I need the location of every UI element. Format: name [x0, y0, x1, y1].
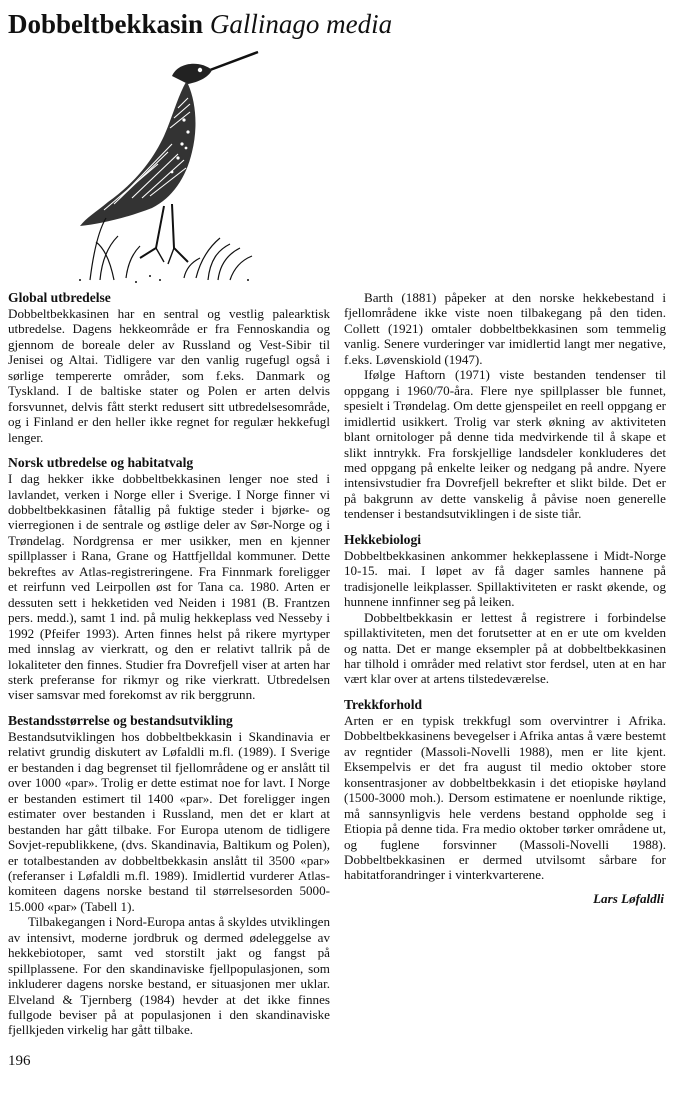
- paragraph: Bestandsutviklingen hos dobbeltbekkasin i Skandinavia er relativt grundig diskutert av Løfaldli m.fl. (1989). I Sverige er bestanden i dag begrenset til fjellområdene og er anslått til over 1000 «par». Trolig er dette estimat noe for lavt. I Norge er bestanden estimert til 1400 «par». Det foreligger ingen estimater over bestanden i Russland, men det er klart at bestanden har gått tilbake. For Europa utenom de tidligere Sovjet-republikkene, (dvs. Skandinavia, Baltikum og Polen), er totalbestanden av dobbeltbekkasin anslått til 3500 «par» (referanser i Løfaldli m.fl. 1989). Imidlertid vurderer Atlas-komiteen dagens norske bestand til størrelsesorden 5000-15.000 «par» (Tabell 1).: [8, 728, 330, 914]
- section-bestand: [8, 713, 330, 1038]
- section-bestand-continued: [344, 290, 666, 522]
- paragraph: Ifølge Haftorn (1971) viste bestanden tendenser til oppgang i 1960/70-åra. Flere nye spillplasser ble funnet, spesielt i Trøndelag. Om dette gjenspeilet en reell oppgang er imidlertid usikkert. Trolig var sterk økning av aktiviteten blant ornitologer på denne tida medvirkende til å skape et slikt inntrykk. Fra forskjellige landsdeler konkluderes det med oppgang på enkelte leiker og nedgang på andre. Nyere intensivstudier fra Dovrefjell bekrefter et slikt bilde. Det er på bakgrunn av dette vanskelig å påvise noen generelle tendenser i bestandsutviklingen i de siste tiår.: [344, 367, 666, 522]
- section-trekk: [344, 697, 666, 883]
- section-global: [8, 290, 330, 445]
- right-column: [344, 290, 666, 906]
- paragraph: Barth (1881) påpeker at den norske hekkebestand i fjellområdene ikke viste noen tilbakegang på den tiden. Collett (1921) omtaler dobbeltbekkasinen som temmelig vanlig. Senere vurderinger var imidlertid langt mer negative, f.eks. Løvenskiold (1947).: [344, 290, 666, 367]
- page-number: 196: [8, 1053, 31, 1069]
- section-heading: Norsk utbredelse og habitatvalg: [8, 455, 194, 471]
- species-latin-name: Gallinago media: [209, 9, 393, 39]
- species-common-name: Dobbeltbekkasin: [8, 9, 204, 39]
- paragraph: Arten er en typisk trekkfugl som overvintrer i Afrika. Dobbeltbekkasinens bevegelser i Afrika antas å være bestemt av regntider (Massoli-Novelli 1988), men er lite kjent. Eksempelvis er det fra august til medio oktober store konsentrasjoner av dobbeltbekkasin i det etiopiske høyland (1500-3000 moh.). Dersom estimatene er noenlunde riktige, må sannsynligvis hele verdens bestand oppholde seg i Etiopia på denne tida. Fra medio oktober tørker områdene ut, og fuglene forsvinner (Massoli-Novelli 1988). Dobbeltbekkasinen er dermed utvilsomt sårbare for habitatforandringer i vinterkvarterene.: [344, 712, 666, 883]
- page-title: [8, 8, 392, 40]
- section-hekkebiologi: [344, 532, 666, 687]
- paragraph: I dag hekker ikke dobbeltbekkasinen lenger noe sted i lavlandet, verken i Norge eller i Sverige. I Norge finner vi dobbeltbekkasinen fåtallig på fuktige steder i bjørke- og vierregionen i de sentrale og østlige deler av Sør-Norge og i Trøndelag. Nordgrensa er mer usikker, men en kjenner spillplasser i Rana, Grane og Hattfjelldal kommuner. Dette bekreftes av Atlas-registreringene. Fra Finnmark foreligger et reirfunn ved Leirpollen øst for Tana ca. 1980. Arten er dessuten sett i hekketiden ved Neiden i 1981 (B. Frantzen pers. medd.), samt 1 ind. på mulig hekkeplass ved Nesseby i 1992 (Pfeifer 1993). Arten finnes helst på rikere myrtyper med innslag av vierkratt, og den er relativt tallrik på de lokaliteter den finnes. Studier fra Dovrefjell viser at arten har sterk preferanse for rikmyr og rike vierkratt. Utbredelsen viser samsvar med forekomst av rik berggrunn.: [8, 471, 330, 703]
- paragraph: Tilbakegangen i Nord-Europa antas å skyldes utviklingen av intensivt, moderne jordbruk og dermed ødeleggelse av hekkebiotoper, samt ved storstilt jakt og fangst på spillplassene. For den skandinaviske fjellpopulasjonen, som inkluderer dagens norske bestand, er situasjonen mer uklar. Elveland & Tjernberg (1984) hevder at det ikke finnes fullgode beviser på at populasjonen i den skandinaviske fjellkjeden virkelig har gått tilbake.: [8, 914, 330, 1038]
- author-signature: Lars Løfaldli: [593, 890, 664, 906]
- snipe-bird-illustration-icon: [60, 48, 260, 284]
- left-column: [8, 290, 330, 1038]
- section-norsk: [8, 455, 330, 703]
- section-heading: Global utbredelse: [8, 290, 111, 305]
- paragraph: Dobbeltbekkasinen har en sentral og vestlig palearktisk utbredelse. Dagens hekkeområde er fra Fennoskandia og gjennom de boreale deler av Russland og Vest-Sibir til Jenisei og Altai. Tidligere var den vanlig rugefugl også i sørlige tempererte områder, som f.eks. Danmark og Tyskland. I de baltiske stater og Polen er arten delvis forsvunnet, delvis fått sterkt redusert sitt utbredelsesområde, og i Finland er den heller ikke regnet for regulær hekkefugl lenger.: [8, 306, 330, 445]
- section-heading: Trekkforhold: [344, 696, 423, 712]
- paragraph: Dobbeltbekkasin er lettest å registrere i forbindelse spillaktiviteten, men det forutsetter at en er ute om kvelden og natta. Det er mange eksempler på at dobbeltbekkasinen har tilhold i områder med relativt stor ferdsel, uten at en har vært klar over at artens tilstedeværelse.: [344, 609, 666, 687]
- section-heading: Hekkebiologi: [344, 531, 422, 547]
- paragraph: Dobbeltbekkasinen ankommer hekkeplassene i Midt-Norge 10-15. mai. I løpet av få dager samles hannene på tradisjonelle leikplasser. Spillaktiviteten er raskt økende, og hunnene innfinner seg på leiken.: [344, 547, 666, 610]
- section-heading: Bestandsstørrelse og bestandsutvikling: [8, 712, 233, 728]
